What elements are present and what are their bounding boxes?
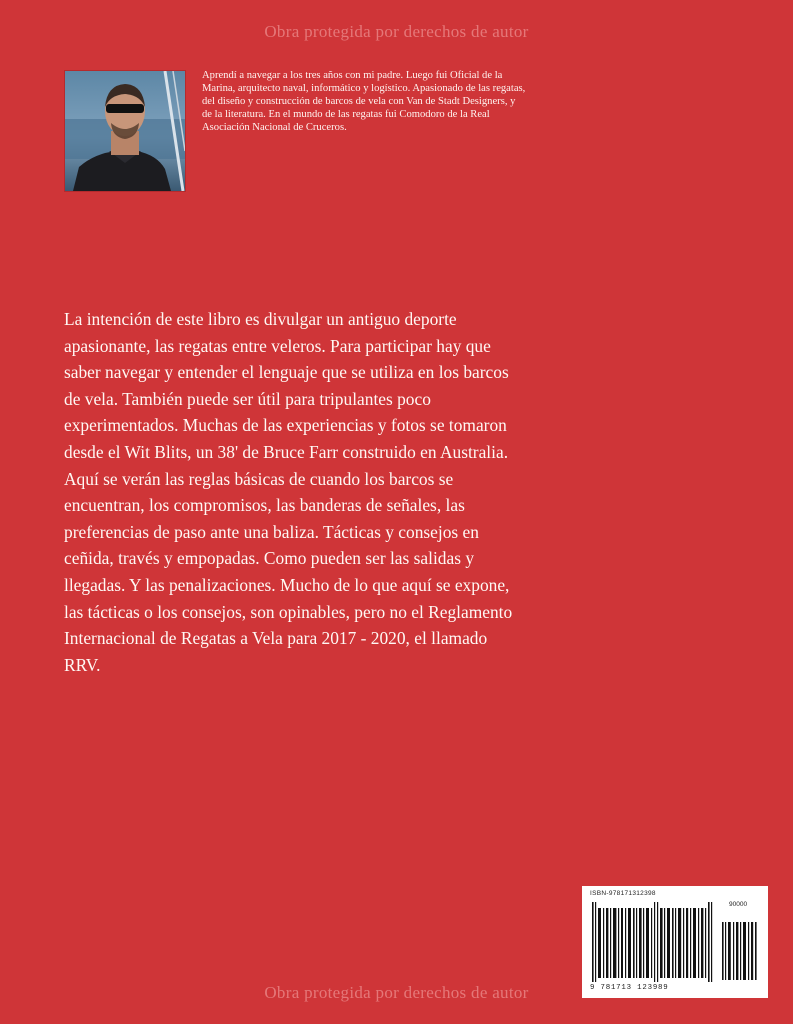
book-synopsis: La intención de este libro es divulgar un antiguo deporte apasionante, las regatas entre veleros. Para participar hay que saber navegar y entender el lenguaje que se utiliza en los barcos de vela. También puede ser útil para tripulantes poco experimentados. Muchas de las experiencias y fotos se tomaron desde el Wit Blits, un 38' de Bruce Farr construido en Australia. Aquí se verán las reglas básicas de cuando los barcos se encuentran, los compromisos, las banderas de señales, las preferencias de paso ante una baliza. Tácticas y consejos en ceñida, través y empopadas. Como pueden ser las salidas y llegadas. Y las penalizaciones. Mucho de lo que aquí se expone, las tácticas o los consejos, son opinables, pero no el Reglamento Internacional de Regatas a Vela para 2017 - 2020, el llamado RRV. — [64, 309, 513, 675]
author-photo — [64, 70, 186, 192]
isbn-barcode — [582, 886, 768, 998]
price-code: 90000 — [729, 901, 748, 908]
watermark-bottom: Obra protegida por derechos de autor — [264, 983, 529, 1002]
watermark-top: Obra protegida por derechos de autor — [264, 22, 529, 41]
isbn-label: ISBN-978171312398 — [590, 890, 656, 897]
barcode-digits: 9 781713 123989 — [590, 984, 669, 992]
author-photo-image — [65, 71, 185, 191]
author-bio: Aprendí a navegar a los tres años con mi padre. Luego fui Oficial de la Marina, arquitecto naval, informático y logístico. Apasionado de las regatas, del diseño y construcción de barcos de vela con Van de Stadt Designers, y de la literatura. En el mundo de las regatas fui Comodoro de la Real Asociación Nacional de Cruceros. — [202, 70, 526, 134]
barcode-bars-icon — [590, 900, 760, 984]
